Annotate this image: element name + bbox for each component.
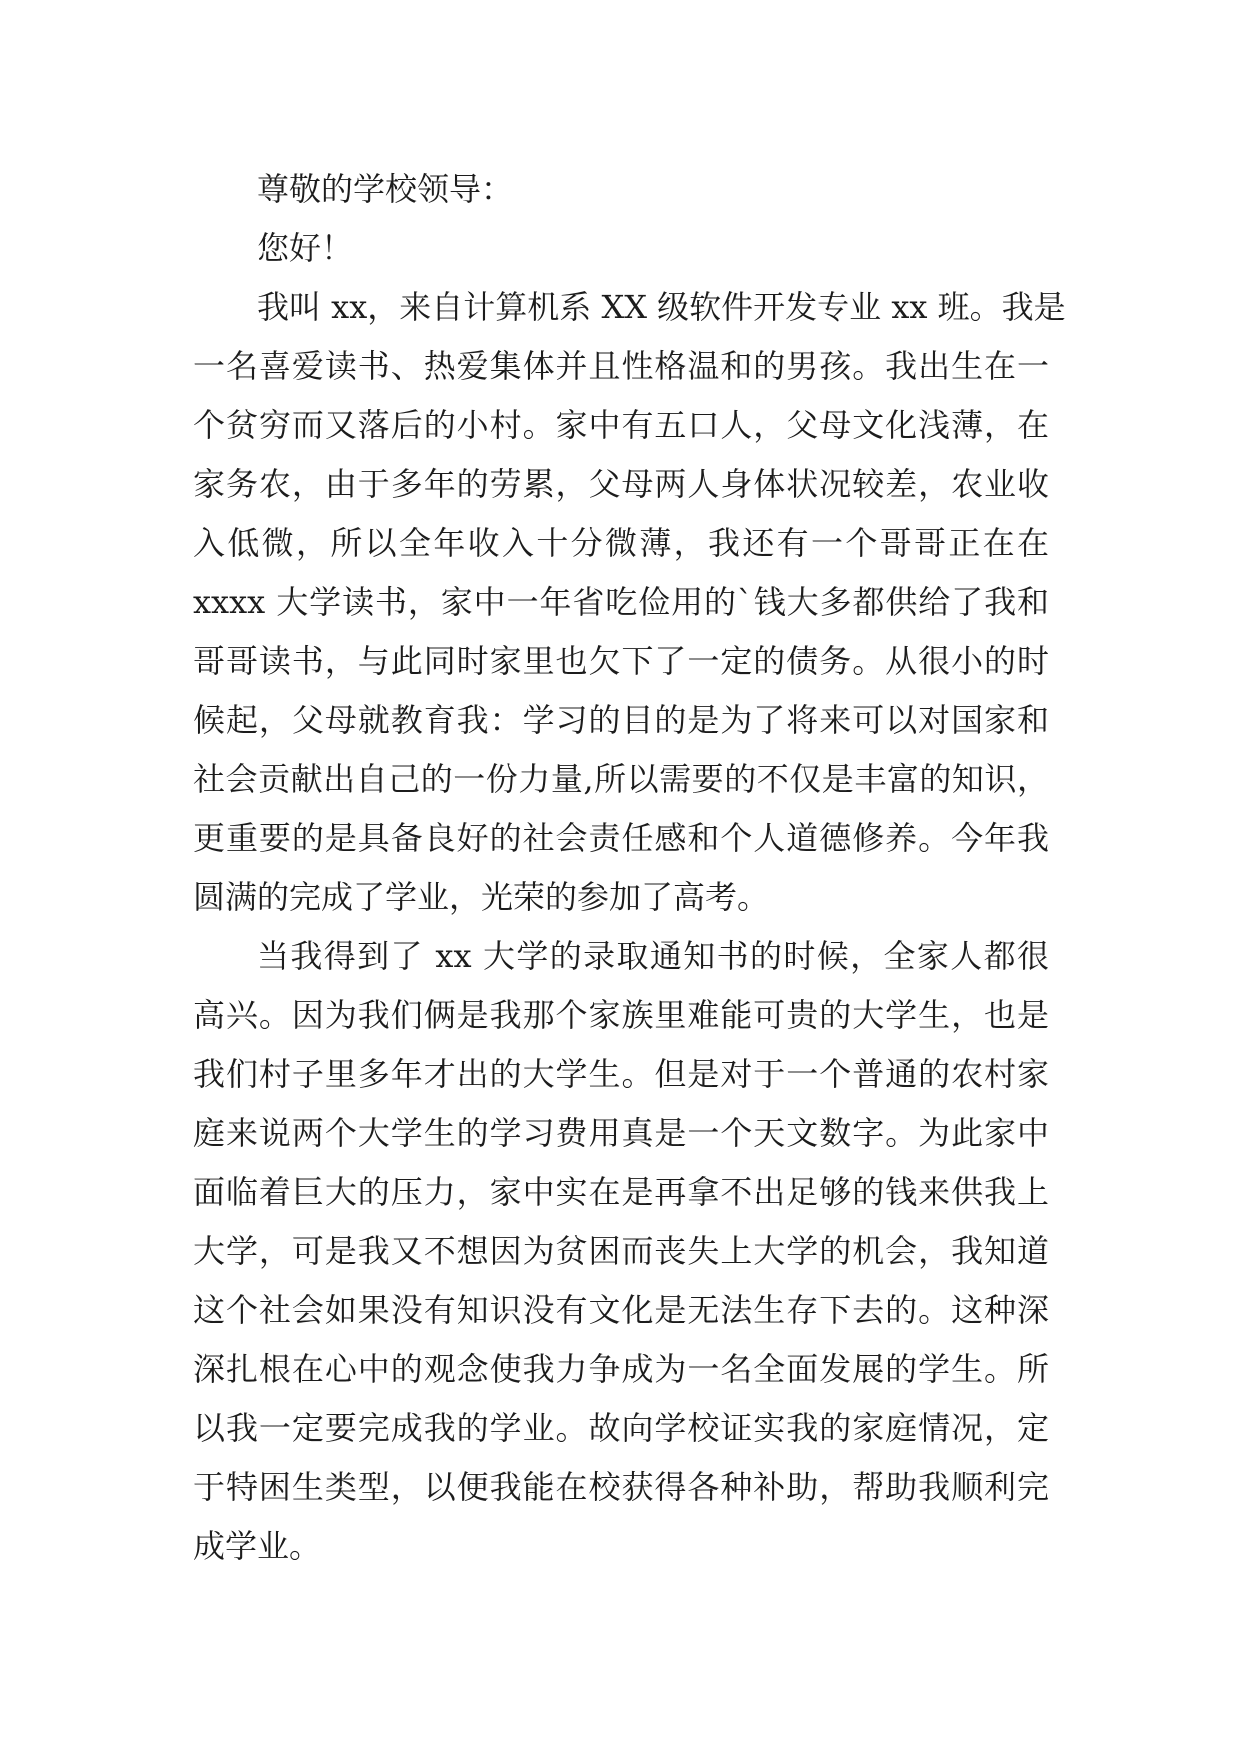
paragraph-line: 这个社会如果没有知识没有文化是无法生存下去的。这种深 (193, 1291, 1049, 1329)
paragraph-1 (193, 278, 1066, 927)
paragraph-line: 我叫 xx，来自计算机系 XX 级软件开发专业 xx 班。我是 (257, 288, 1066, 326)
paragraph-line: 个贫穷而又落后的小村。家中有五口人，父母文化浅薄，在 (193, 406, 1049, 444)
paragraph-2 (193, 927, 1049, 1576)
paragraph-line: 入低微，所以全年收入十分微薄，我还有一个哥哥正在在 (193, 524, 1049, 562)
paragraph-line: 候起，父母就教育我：学习的目的是为了将来可以对国家和 (193, 701, 1049, 739)
paragraph-line: 深扎根在心中的观念使我力争成为一名全面发展的学生。所 (193, 1350, 1049, 1388)
paragraph-line: 哥哥读书，与此同时家里也欠下了一定的债务。从很小的时 (193, 642, 1049, 680)
paragraph-line: 高兴。因为我们俩是我那个家族里难能可贵的大学生，也是 (193, 996, 1049, 1034)
paragraph-line: 更重要的是具备良好的社会责任感和个人道德修养。今年我 (193, 819, 1049, 857)
paragraph-line: 面临着巨大的压力，家中实在是再拿不出足够的钱来供我上 (193, 1173, 1049, 1211)
paragraph-line: 成学业。 (193, 1527, 322, 1565)
paragraph-line: xxxx 大学读书，家中一年省吃俭用的`钱大多都供给了我和 (193, 583, 1049, 621)
greeting: 您好！ (257, 229, 354, 267)
paragraph-line: 社会贡献出自己的一份力量,所以需要的不仅是丰富的知识， (193, 760, 1049, 798)
letter-body (193, 160, 1066, 1576)
paragraph-line: 家务农，由于多年的劳累，父母两人身体状况较差，农业收 (193, 465, 1049, 503)
paragraph-line: 一名喜爱读书、热爱集体并且性格温和的男孩。我出生在一 (193, 347, 1049, 385)
paragraph-line: 庭来说两个大学生的学习费用真是一个天文数字。为此家中 (193, 1114, 1049, 1152)
paragraph-line: 圆满的完成了学业，光荣的参加了高考。 (193, 878, 770, 916)
salutation: 尊敬的学校领导： (257, 170, 514, 208)
paragraph-line: 当我得到了 xx 大学的录取通知书的时候，全家人都很 (257, 937, 1049, 975)
paragraph-line: 我们村子里多年才出的大学生。但是对于一个普通的农村家 (193, 1055, 1049, 1093)
paragraph-line: 大学，可是我又不想因为贫困而丧失上大学的机会，我知道 (193, 1232, 1049, 1270)
paragraph-line: 于特困生类型，以便我能在校获得各种补助，帮助我顺利完 (193, 1468, 1049, 1506)
paragraph-line: 以我一定要完成我的学业。故向学校证实我的家庭情况，定 (193, 1409, 1049, 1447)
